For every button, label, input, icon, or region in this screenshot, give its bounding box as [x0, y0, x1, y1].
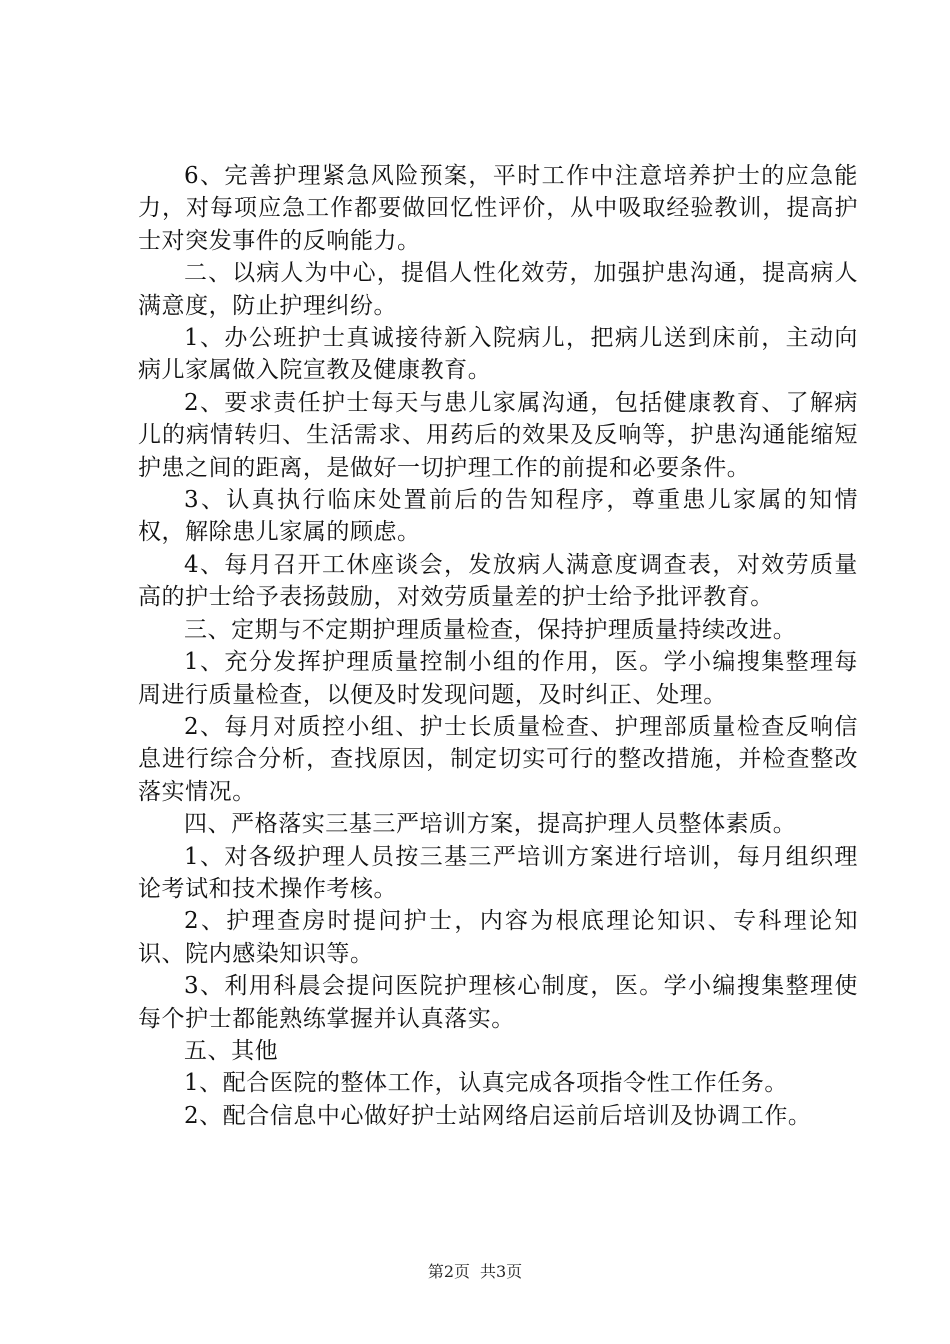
- page-number-total: 共3页: [480, 1262, 523, 1281]
- paragraph: 3、认真执行临床处置前后的告知程序，尊重患儿家属的知情权，解除患儿家属的顾虑。: [138, 487, 858, 546]
- paragraph: 1、配合医院的整体工作，认真完成各项指令性工作任务。: [184, 1070, 788, 1097]
- paragraph: 2、要求责任护士每天与患儿家属沟通，包括健康教育、了解病儿的病情转归、生活需求、用药后的效果及反响等，护患沟通能缩短护患之间的距离，是做好一切护理工作的前提和必要条件。: [138, 389, 858, 481]
- paragraph: 2、配合信息中心做好护士站网络启运前后培训及协调工作。: [184, 1102, 812, 1129]
- section-heading: 三、定期与不定期护理质量检查，保持护理质量持续改进。: [184, 616, 797, 643]
- paragraph: 1、办公班护士真诚接待新入院病儿，把病儿送到床前，主动向病儿家属做入院宣教及健康教育。: [138, 325, 858, 384]
- page-footer: [0, 1259, 950, 1282]
- section-heading: 二、以病人为中心，提倡人性化效劳，加强护患沟通，提高病人满意度，防止护理纠纷。: [138, 260, 858, 319]
- paragraph: 3、利用科晨会提问医院护理核心制度，医。学小编搜集整理使每个护士都能熟练掌握并认真落实。: [138, 973, 858, 1032]
- page-number-current: 第2页: [427, 1262, 470, 1281]
- paragraph: 1、充分发挥护理质量控制小组的作用，医。学小编搜集整理每周进行质量检查，以便及时发现问题，及时纠正、处理。: [138, 649, 858, 708]
- section-heading: 四、严格落实三基三严培训方案，提高护理人员整体素质。: [184, 811, 797, 838]
- paragraph: 4、每月召开工休座谈会，发放病人满意度调查表，对效劳质量高的护士给予表扬鼓励，对效劳质量差的护士给予批评教育。: [138, 551, 858, 611]
- paragraph: 2、每月对质控小组、护士长质量检查、护理部质量检查反响信息进行综合分析，查找原因，制定切实可行的整改措施，并检查整改落实情况。: [138, 713, 858, 805]
- section-heading: 五、其他: [184, 1037, 279, 1064]
- paragraph: 2、护理查房时提问护士，内容为根底理论知识、专科理论知识、院内感染知识等。: [138, 908, 858, 967]
- paragraph: 1、对各级护理人员按三基三严培训方案进行培训，每月组织理论考试和技术操作考核。: [138, 843, 858, 902]
- paragraph: 6、完善护理紧急风险预案，平时工作中注意培养护士的应急能力，对每项应急工作都要做回忆性评价，从中吸取经验教训，提高护士对突发事件的反响能力。: [138, 163, 858, 254]
- document-body: [138, 160, 858, 1132]
